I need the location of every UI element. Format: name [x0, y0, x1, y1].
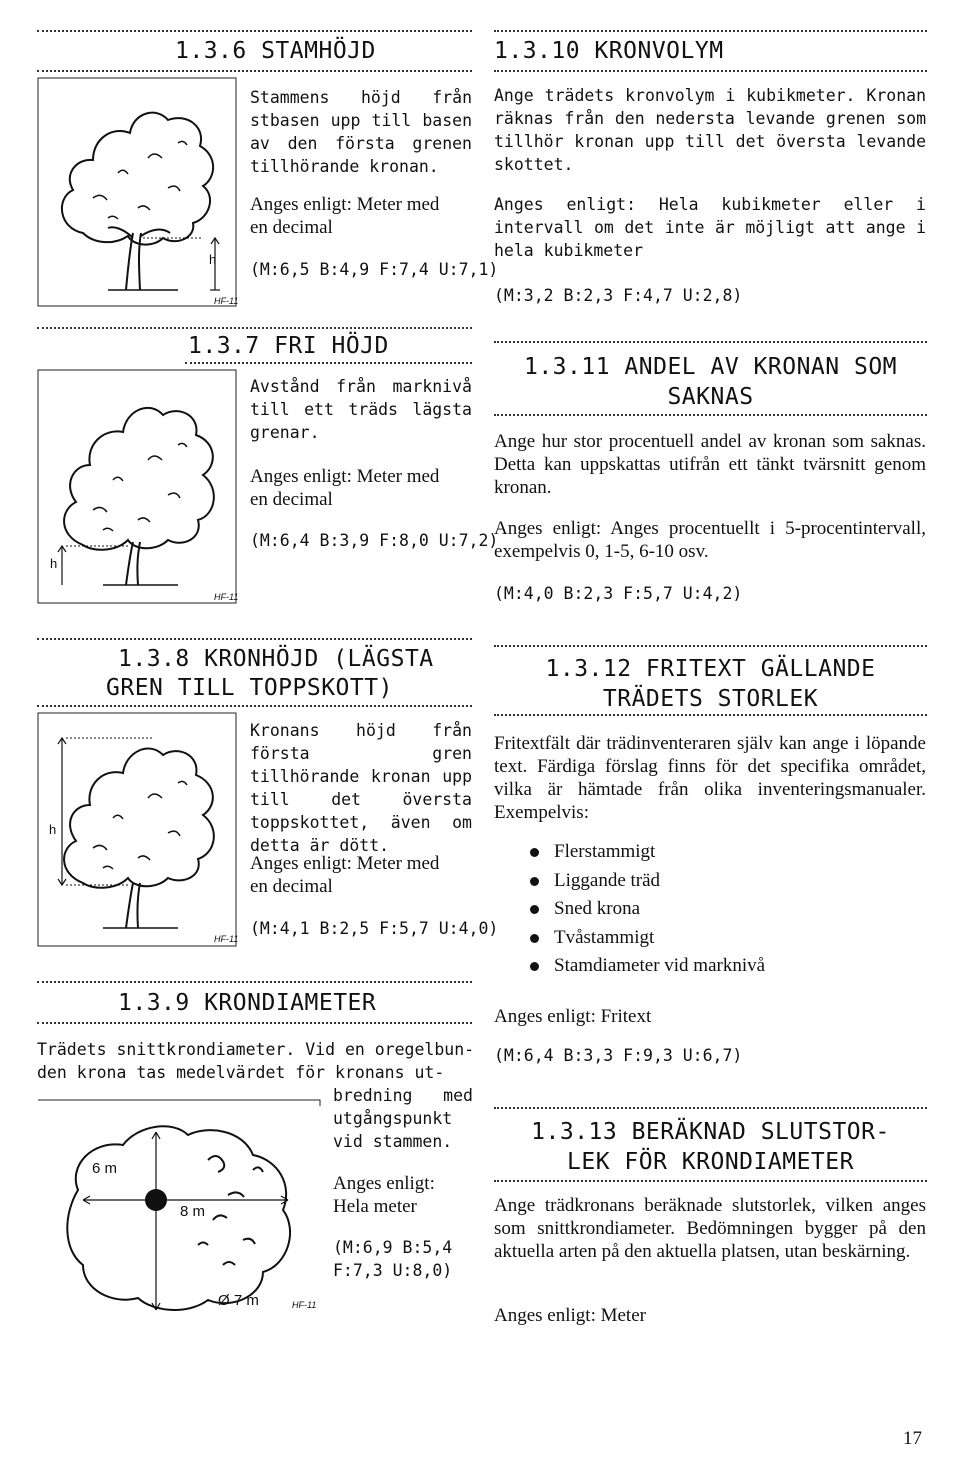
- bullet-icon: [530, 877, 539, 886]
- tree-trunk: [126, 542, 140, 585]
- divider: [185, 362, 472, 364]
- description-1-3-12: Fritextfält där trädinventeraren själv kan ange i löpande text. Färdiga förslag finns för det specifika området, vilka är hämtade från olika inventeringsmanualer. Exempelvis:: [494, 733, 926, 823]
- stats-1-3-9: (M:6,9 B:5,4 F:7,3 U:8,0): [333, 1238, 453, 1280]
- figure-label-diameter: Ø 7 m: [218, 1292, 259, 1309]
- description-1-3-10: Ange trädets kronvolym i kubikmeter. Kronan räknas från den nedersta levande grenen som tillhör kronan upp till det översta levande skottet.: [494, 86, 926, 174]
- list-item: Tvåstammigt: [524, 924, 765, 953]
- description-1-3-7: Avstånd från marknivå till ett träds lägsta grenar.: [250, 377, 472, 442]
- logo-hf: HF-11: [214, 296, 239, 306]
- logo-hf: HF-11: [292, 1300, 317, 1310]
- list-item: Sned krona: [524, 895, 765, 924]
- tree-crown-outline: [62, 113, 213, 245]
- stats-1-3-12: (M:6,4 B:3,3 F:9,3 U:6,7): [494, 1046, 743, 1065]
- example-list: [524, 838, 765, 981]
- divider: [37, 638, 472, 640]
- divider: [494, 30, 927, 32]
- divider: [494, 714, 927, 716]
- heading-1-3-12-line1: 1.3.12 FRITEXT GÄLLANDE: [545, 656, 876, 682]
- tree-free-height-figure: [38, 370, 238, 605]
- heading-1-3-10: 1.3.10 KRONVOLYM: [494, 38, 724, 64]
- unit-1-3-8: Anges enligt: Meter med en decimal: [250, 853, 440, 897]
- description-1-3-9-rest: bredning med utgångspunkt vid stammen.: [333, 1086, 473, 1151]
- figure-label-6m: 6 m: [92, 1160, 118, 1177]
- unit-1-3-12: Anges enligt: Fritext: [494, 1006, 652, 1027]
- logo-hf: HF-11: [214, 592, 239, 602]
- figure-label-h: h: [50, 556, 58, 571]
- bullet-icon: [530, 962, 539, 971]
- divider: [494, 70, 927, 72]
- list-item: Liggande träd: [524, 867, 765, 896]
- stats-1-3-6: (M:6,5 B:4,9 F:7,4 U:7,1): [250, 260, 499, 279]
- unit-1-3-11: Anges enligt: Anges procentuellt i 5-procentintervall, exempelvis 0, 1-5, 6-10 osv.: [494, 518, 926, 562]
- divider: [37, 70, 472, 72]
- tree-stem-height-figure: [38, 78, 238, 308]
- divider: [37, 30, 472, 32]
- heading-1-3-8-line2: GREN TILL TOPPSKOTT): [106, 675, 393, 701]
- figure-label-h: h: [49, 822, 57, 837]
- unit-1-3-9: Anges enligt: Hela meter: [333, 1173, 435, 1217]
- unit-1-3-13: Anges enligt: Meter: [494, 1305, 646, 1326]
- heading-1-3-11-line1: 1.3.11 ANDEL AV KRONAN SOM: [523, 354, 898, 380]
- figure-label-8m: 8 m: [180, 1203, 206, 1220]
- stats-1-3-10: (M:3,2 B:2,3 F:4,7 U:2,8): [494, 286, 743, 305]
- tree-trunk: [126, 883, 140, 928]
- description-1-3-13: Ange trädkronans beräknade slutstorlek, vilken anges som snittkrondiameter. Bedömningen bygger på den aktuella arten på den aktuella platsen, utan beskärning.: [494, 1195, 926, 1262]
- crown-diameter-figure: [38, 1100, 320, 1332]
- heading-1-3-13-line1: 1.3.13 BERÄKNAD SLUTSTOR-: [531, 1119, 890, 1145]
- description-1-3-9-line1: Trädets snittkrondiameter. Vid en oregelbun-: [37, 1040, 475, 1059]
- divider: [37, 981, 472, 983]
- heading-1-3-12-line2: TRÄDETS STORLEK: [602, 686, 819, 712]
- stats-1-3-11: (M:4,0 B:2,3 F:5,7 U:4,2): [494, 584, 743, 603]
- description-1-3-11: Ange hur stor procentuell andel av kronan som saknas. Detta kan uppskattas utifrån ett tänkt tvärsnitt genom kronan.: [494, 431, 926, 498]
- tree-crown-height-figure: [38, 713, 238, 948]
- logo-hf: HF-11: [214, 934, 239, 944]
- divider: [494, 645, 927, 647]
- heading-1-3-6: 1.3.6 STAMHÖJD: [175, 38, 376, 64]
- crown-outline: [67, 1126, 290, 1310]
- heading-1-3-8-line1: 1.3.8 KRONHÖJD (LÄGSTA: [118, 646, 434, 672]
- bullet-icon: [530, 934, 539, 943]
- list-item: Flerstammigt: [524, 838, 765, 867]
- page-number: 17: [903, 1428, 922, 1449]
- divider: [494, 1180, 927, 1182]
- heading-1-3-7: 1.3.7 FRI HÖJD: [188, 333, 389, 359]
- divider: [37, 705, 472, 707]
- description-1-3-8: Kronans höjd från första gren tillhörande kronan upp till det översta toppskottet, även om detta är dött.: [250, 721, 472, 855]
- unit-1-3-6: Anges enligt: Meter med en decimal: [250, 194, 440, 238]
- tree-crown-outline: [64, 408, 214, 550]
- divider: [494, 414, 927, 416]
- stats-1-3-8: (M:4,1 B:2,5 F:5,7 U:4,0): [250, 919, 499, 938]
- tree-trunk: [108, 227, 170, 290]
- heading-1-3-9: 1.3.9 KRONDIAMETER: [118, 990, 377, 1016]
- unit-1-3-10: Anges enligt: Hela kubikmeter eller i intervall om det inte är möjligt att ange i hela kubikmeter: [494, 195, 926, 260]
- description-1-3-9-line2: den krona tas medelvärdet för kronans ut-: [37, 1063, 445, 1082]
- bullet-icon: [530, 848, 539, 857]
- divider: [494, 1107, 927, 1109]
- divider: [37, 1022, 472, 1024]
- list-item: Stamdiameter vid marknivå: [524, 952, 765, 981]
- stats-1-3-7: (M:6,4 B:3,9 F:8,0 U:7,2): [250, 531, 499, 550]
- heading-1-3-11-line2: SAKNAS: [667, 384, 754, 410]
- bullet-icon: [530, 905, 539, 914]
- divider: [494, 341, 927, 343]
- figure-label-h: h: [209, 252, 217, 267]
- heading-1-3-13-line2: LEK FÖR KRONDIAMETER: [567, 1149, 854, 1175]
- unit-1-3-7: Anges enligt: Meter med en decimal: [250, 466, 440, 510]
- description-1-3-6: Stammens höjd från stbasen upp till basen av den första grenen tillhörande kronan.: [250, 88, 472, 176]
- divider: [37, 327, 472, 329]
- tree-crown-outline: [64, 749, 214, 888]
